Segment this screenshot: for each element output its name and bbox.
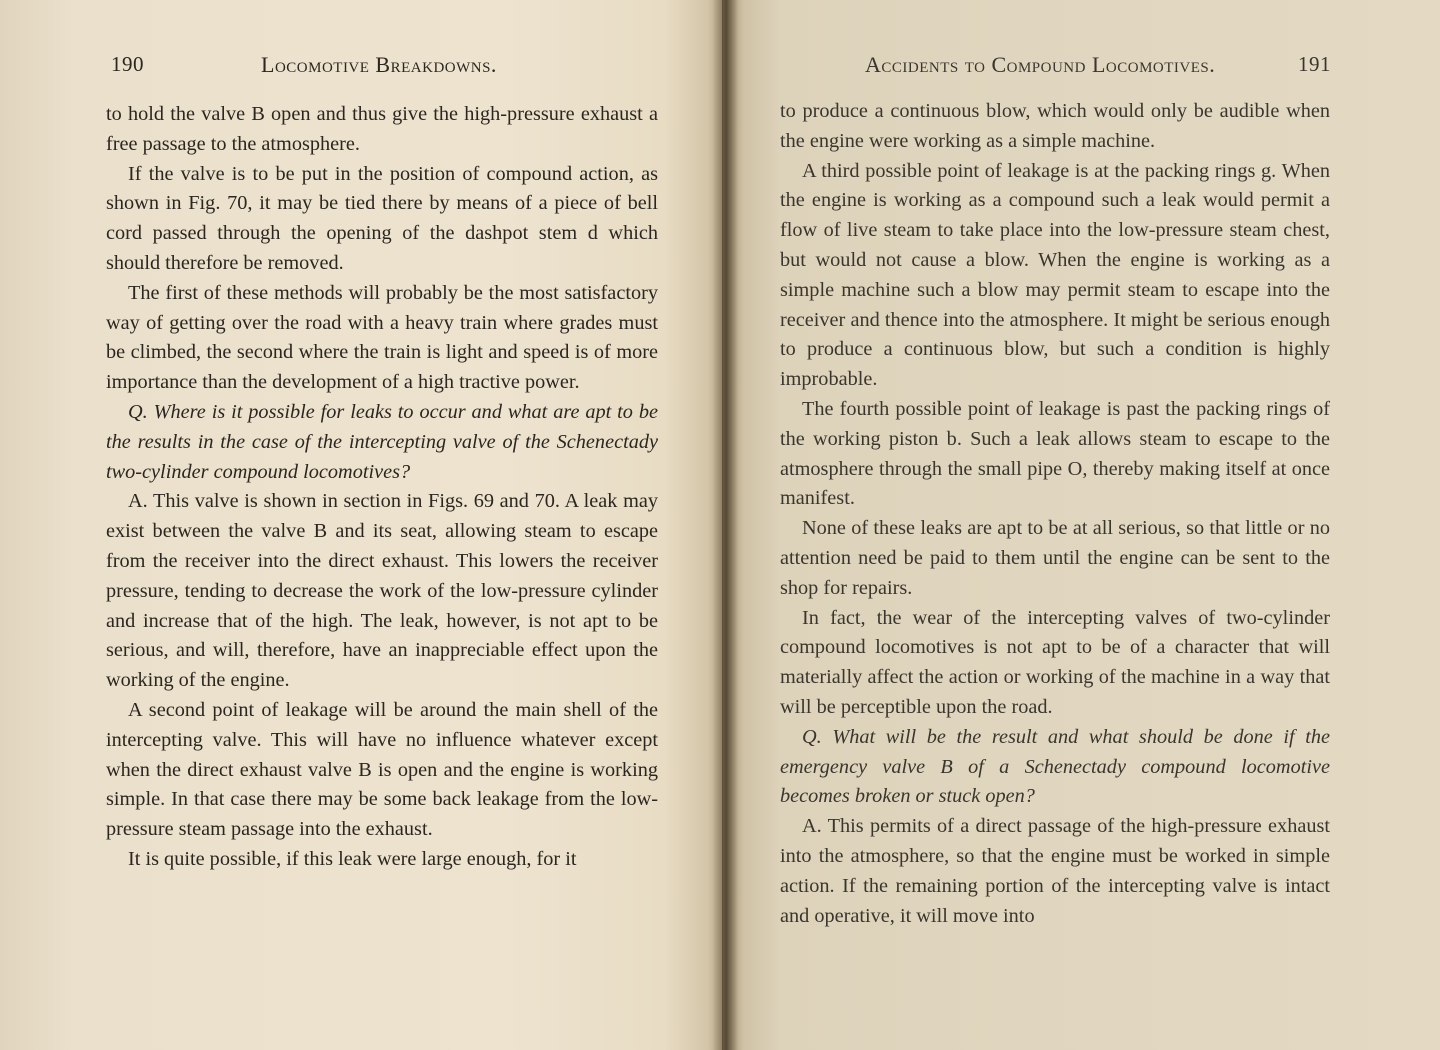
paragraph: A third possible point of leakage is at the packing rings g. When the engine is working as a compound such a leak would permit a flow of live steam to take place into the low-pressure steam chest, but would not cause a blow. When the engine is working as a simple machine such a blow may permit steam to escape into the receiver and thence into the atmosphere. It might be serious enough to produce a continuous blow, but such a condition is highly improbable.	[780, 159, 1330, 391]
answer-paragraph	[780, 812, 1330, 931]
answer-marker: A.	[802, 815, 822, 838]
paragraph: The first of these methods will probably be the most satisfactory way of getting over the road with a heavy train where grades must be climbed, the second where the train is light and speed is of more importance than the development of a high tractive power.	[106, 281, 658, 394]
right-page	[722, 0, 1440, 1050]
left-text-block	[106, 100, 658, 875]
right-page-number: 191	[1298, 52, 1331, 76]
left-page-number: 190	[111, 52, 144, 76]
question-paragraph	[780, 723, 1330, 812]
paragraph: None of these leaks are apt to be at all serious, so that little or no attention need be paid to them until the engine can be sent to the shop for repairs.	[780, 517, 1330, 599]
book-gutter	[712, 0, 738, 1050]
answer-text: This valve is shown in section in Figs. 69 and 70. A leak may exist between the valve B and its seat, allowing steam to escape from the receiver into the direct exhaust. This lowers the receiver pressure, tending to decrease the work of the low-pressure cylinder and increase that of the high. The leak, however, is not apt to be serious, and will, therefore, have an inappreciable effect upon the working of the engine.	[106, 490, 658, 692]
answer-paragraph	[106, 487, 658, 696]
question-text: Where is it possible for leaks to occur and what are apt to be the results in the case of the intercepting valve of the Schenectady two-cylinder compound locomotives?	[106, 400, 658, 483]
paragraph: In fact, the wear of the intercepting valves of two-cylinder compound locomotives is not apt to be of a character that will materially affect the action or working of the machine in a way that will be perceptible upon the road.	[780, 606, 1330, 718]
question-marker: Q.	[128, 400, 148, 423]
right-text-block	[780, 97, 1330, 931]
question-text: What will be the result and what should be done if the emergency valve B of a Schenectady compound locomotive becomes broken or stuck open?	[780, 725, 1330, 808]
paragraph: It is quite possible, if this leak were large enough, for it	[128, 847, 577, 870]
paragraph: to hold the valve B open and thus give the high-pressure exhaust a free passage to the atmosphere.	[106, 103, 658, 155]
paragraph: The fourth possible point of leakage is past the packing rings of the working piston b. Such a leak allows steam to escape to the atmosphere through the small pipe O, thereby making itself at once manifest.	[780, 397, 1330, 510]
answer-text: This permits of a direct passage of the high-pressure exhaust into the atmosphere, so that the engine must be worked in simple action. If the remaining portion of the intercepting valve is intact and operative, it will move into	[780, 815, 1330, 927]
paragraph: A second point of leakage will be around the main shell of the intercepting valve. This will have no influence whatever except when the direct exhaust valve B is open and the engine is working simple. In that case there may be some back leakage from the low-pressure steam passage into the exhaust.	[106, 698, 658, 841]
paragraph: to produce a continuous blow, which would only be audible when the engine were working as a simple machine.	[780, 100, 1330, 152]
answer-marker: A.	[128, 490, 148, 513]
question-paragraph	[106, 398, 658, 487]
question-marker: Q.	[802, 725, 822, 748]
left-running-title: Locomotive Breakdowns.	[261, 52, 497, 77]
right-running-title: Accidents to Compound Locomotives.	[865, 52, 1216, 77]
paragraph: If the valve is to be put in the position of compound action, as shown in Fig. 70, it may be tied there by means of a piece of bell cord passed through the opening of the dashpot stem d which should therefore be removed.	[106, 162, 658, 274]
